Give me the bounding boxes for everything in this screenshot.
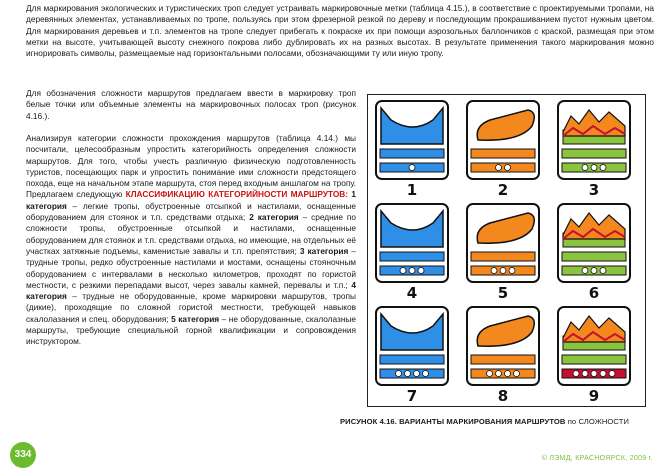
marking-stripe <box>380 252 444 261</box>
marking-stripe <box>380 149 444 158</box>
category-4-text: – трудные не оборудованные, кроме маркировки маршрутов, тропы (дикие), проходящие по сложной гористой местности, требующей навыков скалолазания и спец. оборудования; <box>26 291 356 324</box>
category-4-label: 4 категория <box>26 279 356 302</box>
marking-sign <box>558 204 630 302</box>
sign-number: 8 <box>497 387 509 405</box>
category-2-label: 2 категория <box>245 212 299 223</box>
category-2-text: – средние по сложности тропы, обустроенные отсыпкой и настилами, оснащенные оборудованием для стоянок и т.п. средствами отдыха, но имеющие, на отдельных её участках затяжные подъемы, каменистые завалы и т.п. препятствия; <box>26 212 356 256</box>
copyright-footer: © ЛЭМД, КРАСНОЯРСК, 2009 г. <box>541 455 653 462</box>
sign-number: 4 <box>406 284 418 302</box>
marking-sign <box>376 204 448 302</box>
intro-paragraph: Для маркирования экологических и туристических троп следует устраивать маркировочные метки (таблица 4.15.), в соответствие с проектируемыми тропами, на деревянных элементах, устанавливаемых по тропе, пользуясь при этом фрезерной резкой по дереву и последующим прокрашиванием пустот нужным цветом. Для маркирования деревьев и т.п. элементов на тропе следует прибегать к покраске их при помощи аэрозольных баллончиков с краской, размещая при этом метки на высоте, учитывающей высоту снежного покрова либо дублировать их на разных высотах. В результате применения такого маркирования можно игнорировать символы, размещаемые над горизонтальными полосами, обозначающими ту или иную тропу. <box>26 3 654 59</box>
difficulty-dot <box>487 371 493 377</box>
difficulty-dot <box>591 371 597 377</box>
difficulty-dot <box>505 371 511 377</box>
figure-frame <box>367 94 646 407</box>
difficulty-dot <box>496 371 502 377</box>
difficulty-dot <box>500 268 506 274</box>
marking-sign <box>558 307 630 405</box>
difficulty-paragraph: Для обозначения сложности маршрутов предлагаем ввести в маркировку троп белые точки или объемные элементы на маркировочных полосах троп (рисунок 4.16.). <box>26 88 356 121</box>
figure-caption <box>340 417 640 426</box>
sign-number: 7 <box>406 387 418 405</box>
sign-number: 1 <box>406 181 418 199</box>
difficulty-dot <box>400 268 406 274</box>
category-3-text: – трудные тропы, редко обустроенные настилами и мостами, оснащены стояночным оборудованием с интервалами в несколько километров, проходят по гористой местности, с резкими перепадами высот, через завалы камней, перевалы и т.п.; <box>26 245 356 290</box>
text-run: Анализируя категории сложности прохождения маршрутов (таблица 4.14.) мы посчитали, целесообразным упростить категорийность определения сложности маршрутов. Для того, чтобы учесть различную физическую подготовленность туристов, посещающих парк и упростить понимание ими сложности предстоящего похода, еще на начальном этапе маршрута, стоя перед входным аншлагом на тропу. Предлагаем следующую <box>26 133 356 200</box>
difficulty-dot <box>600 165 606 171</box>
sign-number: 9 <box>588 387 600 405</box>
difficulty-dot <box>409 165 415 171</box>
category-1-label: 1 категория <box>26 189 356 211</box>
marking-stripe <box>562 252 626 261</box>
marking-sign <box>558 101 630 199</box>
category-5-label: 5 категория <box>168 313 220 324</box>
difficulty-dot <box>396 371 402 377</box>
difficulty-dot <box>496 165 502 171</box>
marking-sign <box>376 307 448 405</box>
difficulty-dot <box>573 371 579 377</box>
marking-stripe <box>562 149 626 158</box>
category-1-text: – легкие тропы, обустроенные отсыпкой и настилами, оснащенные оборудованием для стоянок и т.п. средствами отдыха; <box>26 200 356 223</box>
marking-stripe <box>471 163 535 172</box>
difficulty-dot <box>505 165 511 171</box>
difficulty-dot <box>600 371 606 377</box>
difficulty-dot <box>609 371 615 377</box>
category-3-label: 3 категория <box>296 245 349 256</box>
difficulty-dot <box>582 268 588 274</box>
caption-tail: по СЛОЖНОСТИ <box>565 417 630 426</box>
difficulty-dot <box>514 371 520 377</box>
marking-signs-grid <box>368 95 644 405</box>
category-5-text: – не оборудованные, скалолазные маршруты, требующие специальной горной квалификации и сопровождения инструктором. <box>26 313 357 347</box>
difficulty-dot <box>509 268 515 274</box>
marking-stripe <box>380 369 444 378</box>
difficulty-dot <box>582 371 588 377</box>
difficulty-dot <box>409 268 415 274</box>
caption-main: РИСУНОК 4.16. ВАРИАНТЫ МАРКИРОВАНИЯ МАРШРУТОВ <box>340 417 566 426</box>
marking-stripe <box>380 355 444 364</box>
sign-number: 2 <box>497 181 509 199</box>
marking-sign <box>467 204 539 302</box>
classification-heading: КЛАССИФИКАЦИЮ КАТЕГОРИЙНОСТИ МАРШРУТОВ: <box>125 189 349 200</box>
difficulty-dot <box>414 371 420 377</box>
difficulty-dot <box>418 268 424 274</box>
difficulty-dot <box>591 268 597 274</box>
marking-stripe <box>471 149 535 158</box>
sign-number: 5 <box>497 284 509 302</box>
difficulty-dot <box>423 371 429 377</box>
sign-number: 3 <box>588 181 600 199</box>
marking-stripe <box>562 355 626 364</box>
marking-sign <box>376 101 448 199</box>
marking-stripe <box>471 355 535 364</box>
page-number-badge: 334 <box>10 442 36 468</box>
difficulty-dot <box>491 268 497 274</box>
difficulty-dot <box>582 165 588 171</box>
difficulty-dot <box>405 371 411 377</box>
marking-stripe <box>471 252 535 261</box>
sign-number: 6 <box>588 284 600 302</box>
difficulty-dot <box>591 165 597 171</box>
classification-paragraph <box>26 133 356 348</box>
marking-sign <box>467 307 539 405</box>
marking-stripe <box>471 369 535 378</box>
difficulty-dot <box>600 268 606 274</box>
marking-sign <box>467 101 539 199</box>
